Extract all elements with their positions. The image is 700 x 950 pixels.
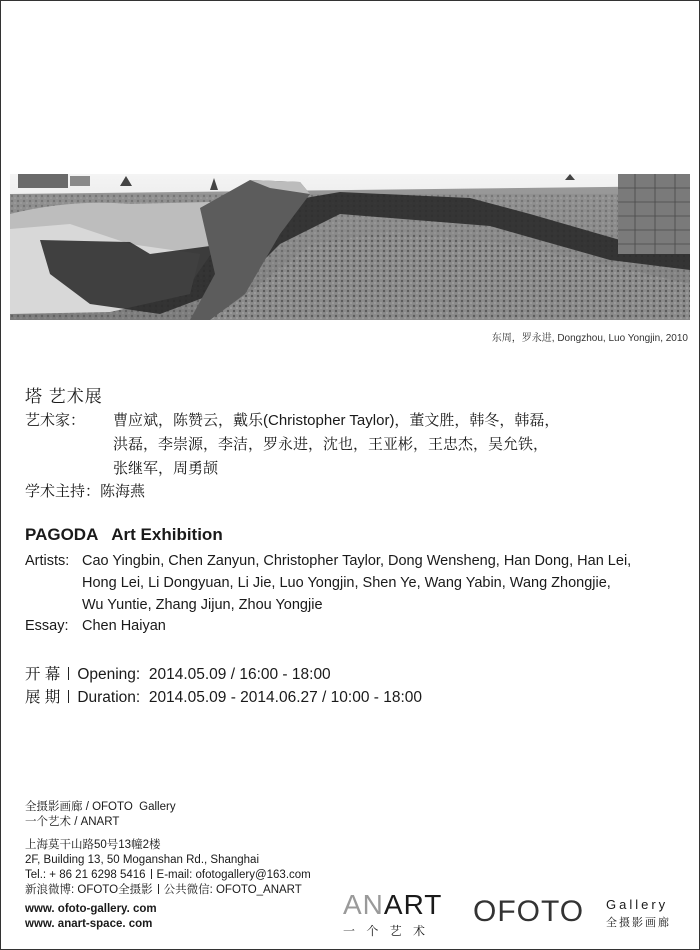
artists-section-en xyxy=(0,550,700,620)
photo-caption: 东周，罗永进, Dongzhou, Luo Yongjin, 2010 xyxy=(491,333,688,344)
curator-row-cn xyxy=(25,480,145,504)
anart-logo-art: ART xyxy=(383,889,443,920)
duration-label-cn: 展 期 xyxy=(25,689,61,706)
artists-list-en xyxy=(82,550,682,616)
artists-line-en: Hong Lei, Li Dongyuan, Li Jie, Luo Yongjin, Shen Ye, Wang Yabin, Wang Zhongjie, xyxy=(82,575,611,591)
artists-label-cn: 艺术家： xyxy=(25,412,86,429)
opening-label-cn: 开 幕 xyxy=(25,666,61,683)
curator-name-cn: 陈海燕 xyxy=(100,483,146,500)
anart-logo-cn: 一 个 艺 术 xyxy=(343,924,430,938)
opening-row xyxy=(25,663,331,687)
address-cn: 上海莫干山路50号13幢2楼 xyxy=(25,839,161,851)
exhibition-title-en: PAGODA Art Exhibition xyxy=(25,525,223,544)
artists-line-en: Cao Yingbin, Chen Zanyun, Christopher Taylor, Dong Wensheng, Han Dong, Han Lei, xyxy=(82,553,632,569)
essay-row-en xyxy=(0,615,700,637)
phone-email-row xyxy=(25,868,311,883)
opening-text: Opening: 2014.05.09 / 16:00 - 18:00 xyxy=(77,666,331,683)
exhibition-title-cn: 塔 艺术展 xyxy=(25,387,103,406)
website-ofoto[interactable]: www. ofoto-gallery. com xyxy=(25,903,157,915)
artists-line-cn: 洪磊，李崇源，李洁，罗永进，沈也，王亚彬，王忠杰，吴允铁， xyxy=(113,436,549,453)
anart-logo xyxy=(343,890,455,936)
contact-block xyxy=(25,800,311,932)
artists-line-en: Wu Yuntie, Zhang Jijun, Zhou Yongjie xyxy=(82,597,323,613)
artists-section-cn xyxy=(0,409,700,489)
email: E-mail: ofotogallery@163.com xyxy=(156,869,311,881)
website-anart[interactable]: www. anart-space. com xyxy=(25,918,153,930)
wechat: 公共微信: OFOTO_ANART xyxy=(163,884,302,896)
gallery-name-ofoto: 全摄影画廊 / OFOTO Gallery xyxy=(25,801,176,813)
telephone: Tel.: + 86 21 6298 5416 xyxy=(25,869,146,881)
artists-list-cn xyxy=(113,409,673,481)
panorama-photo xyxy=(10,174,690,320)
separator xyxy=(68,690,69,703)
artists-line-cn: 曹应斌，陈赞云，戴乐(Christopher Taylor)，董文胜，韩冬，韩磊， xyxy=(113,412,560,429)
artists-label-en: Artists: xyxy=(25,553,70,569)
essay-author-en: Chen Haiyan xyxy=(82,618,166,634)
weibo: 新浪微博: OFOTO全摄影 xyxy=(25,884,153,896)
anart-logo-an: AN xyxy=(343,889,384,920)
ofoto-logo-wordmark: OFOTO xyxy=(473,895,585,928)
social-row xyxy=(25,883,311,898)
gallery-name-anart: 一个艺术 / ANART xyxy=(25,816,120,828)
separator xyxy=(151,869,152,879)
ofoto-logo xyxy=(473,893,683,933)
address-en: 2F, Building 13, 50 Moganshan Rd., Shanghai xyxy=(25,854,259,866)
curator-label-cn: 学术主持： xyxy=(25,483,101,500)
duration-row xyxy=(25,686,422,710)
artists-line-cn: 张继军，周勇颉 xyxy=(113,460,219,477)
ofoto-logo-cn: 全摄影画廊 xyxy=(606,917,671,929)
duration-text: Duration: 2014.05.09 - 2014.06.27 / 10:00 - 18:00 xyxy=(77,689,423,706)
separator xyxy=(158,884,159,894)
separator xyxy=(68,667,69,680)
ofoto-logo-gallery: Gallery xyxy=(606,897,669,912)
essay-label-en: Essay: xyxy=(25,618,69,634)
